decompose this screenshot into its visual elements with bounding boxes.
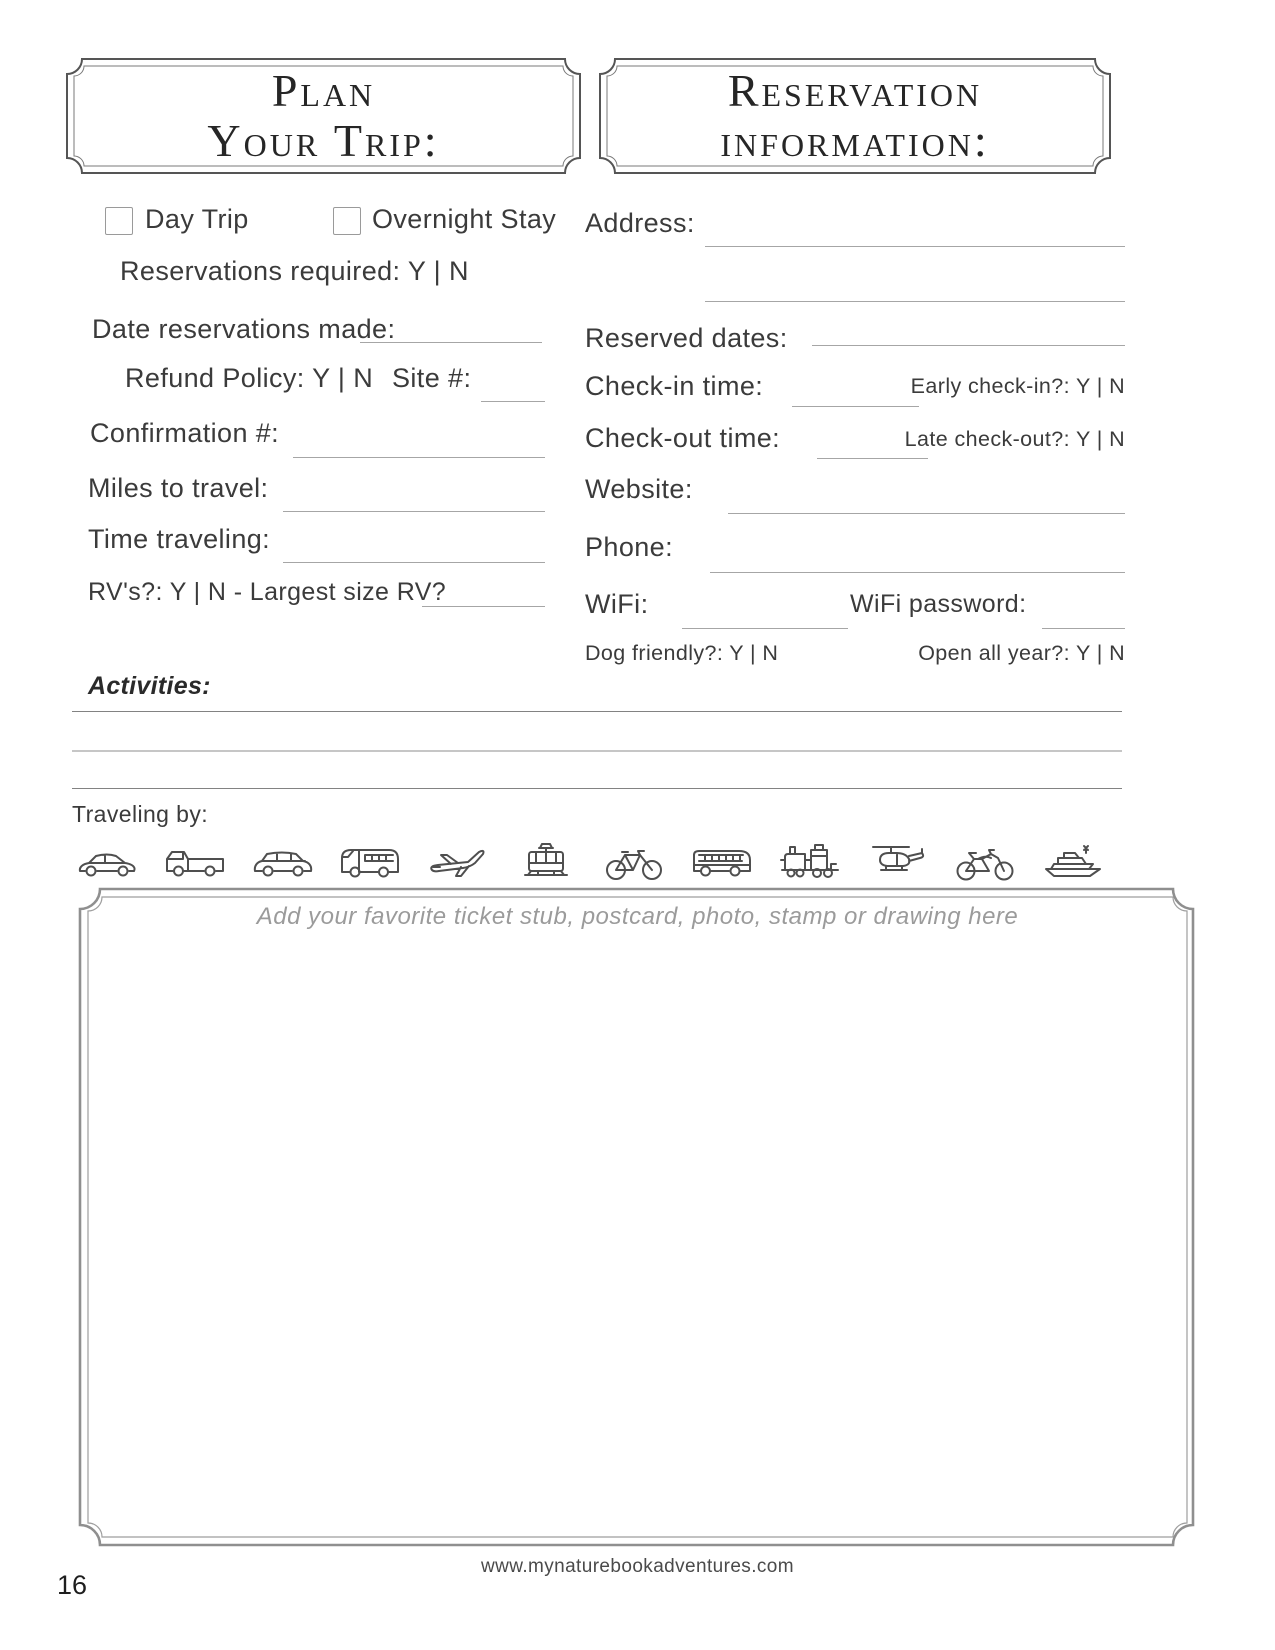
address-line-2[interactable] — [705, 301, 1125, 302]
memento-box-caption: Add your favorite ticket stub, postcard, photo, stamp or drawing here — [256, 903, 1019, 930]
title-line-2: information: — [720, 115, 990, 166]
rv-size-line[interactable] — [422, 606, 545, 607]
reserved-dates-label: Reserved dates: — [585, 323, 788, 353]
check-in-time-line[interactable] — [792, 406, 919, 407]
van-icon — [338, 842, 402, 882]
day-trip-checkbox[interactable] — [105, 207, 133, 235]
date-reservations-made-label: Date reservations made: — [92, 314, 396, 344]
school-bus-icon — [690, 842, 754, 882]
activities-line-2[interactable] — [72, 750, 1122, 752]
miles-to-travel-label: Miles to travel: — [88, 473, 269, 503]
wifi-password-line[interactable] — [1042, 628, 1125, 629]
title-line-1: Plan — [271, 65, 376, 117]
activities-label: Activities: — [88, 672, 211, 700]
reserved-dates-line[interactable] — [812, 345, 1125, 346]
footer-website: www.mynaturebookadventures.com — [481, 1556, 794, 1577]
open-all-year-label: Open all year?: Y | N — [918, 641, 1125, 665]
confirmation-line[interactable] — [293, 457, 545, 458]
refund-policy-label: Refund Policy: Y | N — [125, 363, 374, 393]
overnight-stay-checkbox[interactable] — [333, 207, 361, 235]
time-traveling-label: Time traveling: — [88, 524, 271, 554]
bracket-frame — [78, 887, 1197, 1547]
memento-box — [78, 887, 1197, 1547]
site-number-line[interactable] — [481, 401, 545, 402]
rv-label: RV's?: Y | N - Largest size RV? — [88, 578, 447, 606]
phone-label: Phone: — [585, 532, 673, 562]
activities-line-1[interactable] — [72, 711, 1122, 712]
traveling-icons-row — [75, 842, 1105, 882]
car-icon — [75, 842, 139, 882]
airplane-icon — [426, 842, 490, 882]
site-number-label: Site #: — [392, 363, 472, 393]
motorcycle-icon — [953, 842, 1017, 882]
title-line-1: Reservation — [727, 65, 983, 117]
address-label: Address: — [585, 208, 695, 238]
yacht-icon — [1041, 842, 1105, 882]
plan-your-trip-title — [65, 57, 582, 175]
reservations-required-label: Reservations required: Y | N — [120, 256, 469, 286]
suv-icon — [251, 842, 315, 882]
activities-line-3[interactable] — [72, 788, 1122, 789]
pickup-truck-icon — [163, 842, 227, 882]
reservation-information-header — [598, 57, 1112, 175]
phone-line[interactable] — [710, 572, 1125, 573]
traveling-by-label: Traveling by: — [72, 801, 209, 827]
date-reservations-line[interactable] — [360, 342, 542, 343]
early-check-in-label: Early check-in?: Y | N — [910, 374, 1125, 398]
miles-to-travel-line[interactable] — [283, 511, 545, 512]
dog-friendly-label: Dog friendly?: Y | N — [585, 641, 779, 665]
late-check-out-label: Late check-out?: Y | N — [904, 427, 1125, 451]
website-line[interactable] — [728, 513, 1125, 514]
overnight-stay-label: Overnight Stay — [372, 204, 557, 234]
time-traveling-line[interactable] — [283, 562, 545, 563]
reservation-information-title — [598, 57, 1112, 175]
helicopter-icon — [865, 842, 929, 882]
check-out-time-label: Check-out time: — [585, 423, 781, 453]
wifi-password-label: WiFi password: — [850, 590, 1027, 618]
website-label: Website: — [585, 474, 693, 504]
bicycle-icon — [602, 842, 666, 882]
steam-train-icon — [778, 842, 842, 882]
wifi-line[interactable] — [682, 628, 848, 629]
title-line-2: Your Trip: — [207, 115, 440, 166]
tram-icon — [514, 842, 578, 882]
day-trip-label: Day Trip — [145, 204, 249, 234]
confirmation-label: Confirmation #: — [90, 418, 280, 448]
wifi-label: WiFi: — [585, 589, 649, 619]
check-out-time-line[interactable] — [817, 458, 928, 459]
check-in-time-label: Check-in time: — [585, 371, 764, 401]
address-line-1[interactable] — [705, 246, 1125, 247]
page-number: 16 — [57, 1570, 88, 1600]
plan-your-trip-header — [65, 57, 582, 175]
